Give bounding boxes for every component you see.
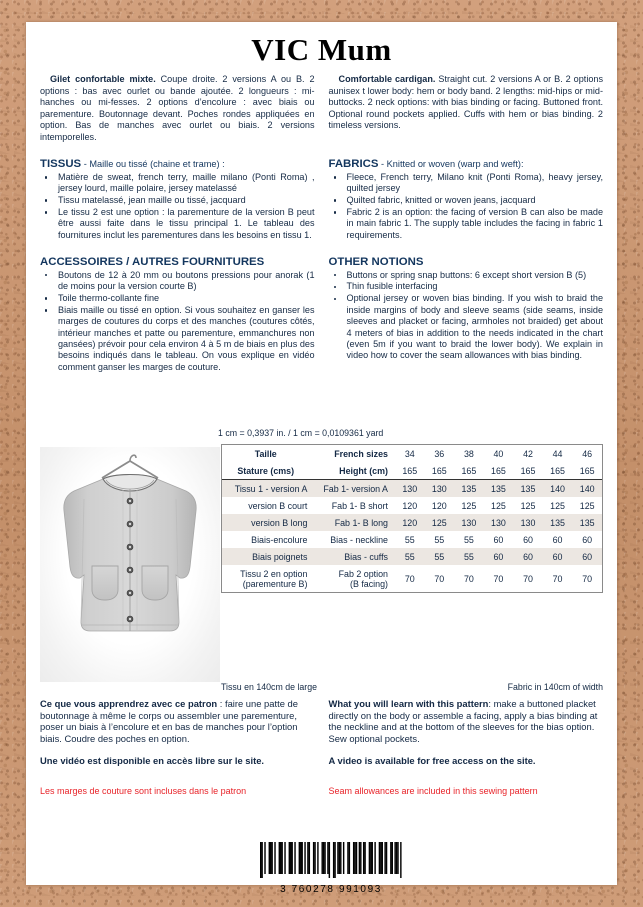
row-label-fr: Tissu 1 - version A	[222, 480, 314, 498]
cell: 70	[484, 565, 514, 592]
size-col-6: 46	[582, 448, 593, 459]
cell: 60	[513, 548, 543, 565]
unit-conversion-note: 1 cm = 0,3937 in. / 1 cm = 0,0109361 yard	[218, 428, 384, 438]
cell: 60	[572, 548, 602, 565]
fabrics-column-french	[40, 157, 315, 242]
intro-lead-french: Gilet confortable mixte.	[50, 74, 156, 84]
row-label-en: Bias - cuffs	[314, 548, 395, 565]
cell: 70	[454, 565, 484, 592]
list-item: Fabric 2 is an option: the facing of version B can also be made in main fabric 1. The supply table includes the facing in fabric 1 requirements.	[329, 207, 604, 241]
cell: 70	[543, 565, 573, 592]
list-item: Buttons or spring snap buttons: 6 except short version B (5)	[329, 270, 604, 281]
row-label-en: Bias - neckline	[314, 531, 395, 548]
size-col-4: 42	[523, 448, 533, 459]
list-item: Biais maille ou tissé en option. Si vous souhaitez en ganser les marges de coutures du corps et des manches (coutures côtés, intérieur manches et patte ou parementure, emmanchures non gansées) prévoir pour cela environ 4 à 5 m de biais en plus des besoins indiqués dans le tableau. On vous explique en vidéo comment ganser les marges de couture.	[40, 305, 315, 373]
table-header-row-height	[222, 462, 602, 480]
notions-column-french	[40, 255, 315, 374]
cell: 60	[543, 531, 573, 548]
cell: 70	[513, 565, 543, 592]
notions-heading-french: ACCESSOIRES / AUTRES FOURNITURES	[40, 255, 265, 268]
cell: 130	[425, 480, 455, 498]
patch-pocket-right	[142, 566, 168, 600]
cell: 135	[484, 480, 514, 498]
list-item: Thin fusible interfacing	[329, 281, 604, 292]
barcode-image	[260, 842, 403, 878]
size-col-2: 38	[463, 448, 474, 459]
fabrics-list-english	[329, 172, 604, 241]
notions-columns	[26, 255, 617, 374]
intro-body-french: Coupe droite. 2 versions A ou B. 2 options : bas avec ourlet ou bande ajoutée. 2 longueurs : mi-hanches ou mi-fesses. 2 options d’encolure : avec biais ou parementure. Boutonnage devant. Poches rondes appliquées en option. Bas de manches avec ourlet ou biais. 2 versions intemporelles.	[40, 74, 315, 142]
size-col-1: 36	[434, 448, 445, 459]
cell: 125	[572, 497, 602, 514]
row-label-en: Fab 1- version A	[314, 480, 395, 498]
cell: 125	[454, 497, 484, 514]
notions-heading-english: OTHER NOTIONS	[328, 255, 424, 268]
garment-photo	[40, 447, 220, 682]
header-label-en-height: Height (cm)	[314, 462, 395, 480]
cell: 55	[425, 531, 455, 548]
row-label-fr	[222, 565, 314, 592]
patch-pocket-left	[92, 566, 118, 600]
cell: 130	[454, 514, 484, 531]
supply-table-head	[222, 445, 602, 480]
cell: 55	[454, 548, 484, 565]
notions-list-english	[329, 270, 604, 362]
table-row	[222, 548, 602, 565]
cell: 135	[543, 514, 573, 531]
fabrics-heading-french	[40, 157, 315, 171]
list-item: Quilted fabric, knitted or woven jeans, jacquard	[329, 195, 604, 206]
supply-table-body	[222, 480, 602, 593]
row-label-en	[314, 565, 395, 592]
table-row	[222, 480, 602, 498]
cell: 55	[395, 531, 425, 548]
cell: 130	[484, 514, 514, 531]
video-note-english: A video is available for free access on the site.	[328, 755, 536, 767]
cell: 60	[484, 531, 514, 548]
cell: 140	[543, 480, 573, 498]
row-label-en: Fab 1- B long	[314, 514, 395, 531]
row-label-fr: Biais poignets	[222, 548, 314, 565]
notions-list-french	[40, 270, 315, 374]
fabrics-subheading-english: - Knitted or woven (warp and weft):	[378, 158, 524, 169]
intro-body-english: Straight cut. 2 versions A or B. 2 options aunisex t lower body: hem or body band. 2 lengths: mid-hips or mid-buttocks. 2 neck options: with bias binding or facing. Buttoned front. Optional round pockets applied. Cuffs with hem or bias binding. 2 timeless versions.	[328, 74, 603, 131]
cell: 135	[572, 514, 602, 531]
learn-paragraph-french	[40, 698, 315, 744]
fabrics-column-english	[329, 157, 604, 242]
header-label-fr-taille: Taille	[254, 448, 277, 459]
intro-columns	[26, 74, 617, 144]
height-col-5: 165	[543, 462, 573, 480]
cell: 140	[572, 480, 602, 498]
size-col-5: 44	[552, 448, 563, 459]
row-label-fr: version B court	[222, 497, 314, 514]
seam-allowance-note-french: Les marges de couture sont incluses dans le patron	[40, 786, 247, 797]
title-area	[26, 22, 617, 65]
learn-lead-french: Ce que vous apprendrez avec ce patron	[40, 698, 218, 709]
cell: 125	[484, 497, 514, 514]
table-row	[222, 565, 602, 592]
header-label-en-sizes: French sizes	[334, 448, 388, 459]
cell: 125	[543, 497, 573, 514]
fabrics-list-french	[40, 172, 315, 241]
table-row	[222, 514, 602, 531]
fabric-width-note-french: Tissu en 140cm de large	[221, 682, 318, 692]
cell: 130	[513, 514, 543, 531]
learn-body-french: : faire une patte de boutonnage à même le corps ou assembler une parementure, poser un biais à l’encolure et en bas de manches pour l’option biais. Coudre des poches en option.	[40, 698, 298, 744]
cardigan-illustration	[40, 447, 220, 682]
intro-column-french	[40, 74, 315, 144]
intro-paragraph-french	[40, 74, 315, 144]
supply-table	[222, 445, 602, 592]
learn-paragraph-english	[329, 698, 604, 744]
row-label-fr: version B long	[222, 514, 314, 531]
row-label-en-line1: Fab 2 option	[338, 568, 388, 579]
cell: 55	[395, 548, 425, 565]
intro-lead-english: Comfortable cardigan.	[338, 74, 436, 84]
learn-column-english	[329, 698, 604, 797]
cell: 60	[484, 548, 514, 565]
cell: 55	[425, 548, 455, 565]
fabrics-heading-label-english: FABRICS	[328, 157, 379, 170]
cell: 60	[513, 531, 543, 548]
cell: 125	[513, 497, 543, 514]
list-item: Boutons de 12 à 20 mm ou boutons pressions pour anorak (1 de moins pour la version courte B)	[40, 270, 315, 293]
list-item: Tissu matelassé, jean maille ou tissé, jacquard	[40, 195, 315, 206]
intro-paragraph-english	[329, 74, 604, 132]
row-label-fr: Biais-encolure	[222, 531, 314, 548]
row-label-en: Fab 1- B short	[314, 497, 395, 514]
learn-lead-english: What you will learn with this pattern	[328, 698, 489, 709]
size-col-0: 34	[404, 448, 415, 459]
barcode-number: 3 760278 991093	[280, 884, 382, 895]
cell: 60	[572, 531, 602, 548]
height-col-1: 165	[425, 462, 455, 480]
learn-body-english: : make a buttoned placket directly on the body or assemble a facing, apply a bias binding at the neckline and at the bottom of the sleeves for the bias option. Sew optional pockets.	[328, 698, 598, 744]
page-title: VIC Mum	[251, 32, 392, 67]
cell: 120	[395, 497, 425, 514]
cell: 125	[425, 514, 455, 531]
height-col-3: 165	[484, 462, 514, 480]
cell: 135	[454, 480, 484, 498]
fabrics-columns	[26, 157, 617, 242]
fabrics-heading-english	[329, 157, 604, 171]
table-row	[222, 497, 602, 514]
row-label-fr-line1: Tissu 2 en option	[240, 568, 308, 579]
header-label-fr-stature: Stature (cms)	[222, 462, 314, 480]
list-item: Toile thermo-collante fine	[40, 293, 315, 304]
cell: 120	[395, 514, 425, 531]
cell: 70	[395, 565, 425, 592]
cell: 130	[395, 480, 425, 498]
cell: 120	[425, 497, 455, 514]
table-header-row-sizes	[222, 445, 602, 462]
fabrics-heading-label-french: TISSUS	[40, 157, 82, 170]
table-row	[222, 531, 602, 548]
cell: 135	[513, 480, 543, 498]
bottom-columns	[26, 698, 617, 797]
height-col-2: 165	[454, 462, 484, 480]
notions-column-english	[329, 255, 604, 374]
cell: 60	[543, 548, 573, 565]
cell: 70	[425, 565, 455, 592]
list-item: Matière de sweat, french terry, maille milano (Ponti Roma) , jersey lourd, maille polaire, jersey matelassé	[40, 172, 315, 195]
fabric-width-note-english: Fabric in 140cm of width	[507, 682, 603, 692]
supply-table-container	[221, 444, 603, 593]
height-col-0: 165	[395, 462, 425, 480]
cell: 70	[572, 565, 602, 592]
seam-allowance-note-english: Seam allowances are included in this sewing pattern	[328, 786, 538, 797]
pattern-package-back	[26, 22, 617, 895]
intro-column-english	[329, 74, 604, 144]
row-label-fr-line2: (parementure B)	[242, 578, 308, 589]
size-col-3: 40	[493, 448, 504, 459]
height-col-6: 165	[572, 462, 602, 480]
height-col-4: 165	[513, 462, 543, 480]
cell: 55	[454, 531, 484, 548]
list-item: Optional jersey or woven bias binding. If you wish to braid the inside margins of body and sleeve seams (side seams, inside sleeves and placket or facing, armholes not braided) get about 4 meters of bias in addition to the needs indicated in the chart (even 5m if you want to braid the lower body). We explain in video how to cover the seam allowances with bias binding.	[329, 293, 604, 361]
row-label-en-line2: (B facing)	[349, 578, 388, 589]
video-note-french: Une vidéo est disponible en accès libre sur le site.	[40, 755, 265, 767]
fabrics-subheading-french: - Maille ou tissé (chaine et trame) :	[81, 158, 225, 169]
list-item: Le tissu 2 est une option : la parementure de la version B peut être aussi faite dans le tissu principal 1. Le tableau des fournitures inclut les parementures dans les besoins en tissu 1.	[40, 207, 315, 241]
barcode-block	[256, 842, 406, 895]
learn-column-french	[40, 698, 315, 797]
list-item: Fleece, French terry, Milano knit (Ponti Roma), heavy jersey, quilted jersey	[329, 172, 604, 195]
